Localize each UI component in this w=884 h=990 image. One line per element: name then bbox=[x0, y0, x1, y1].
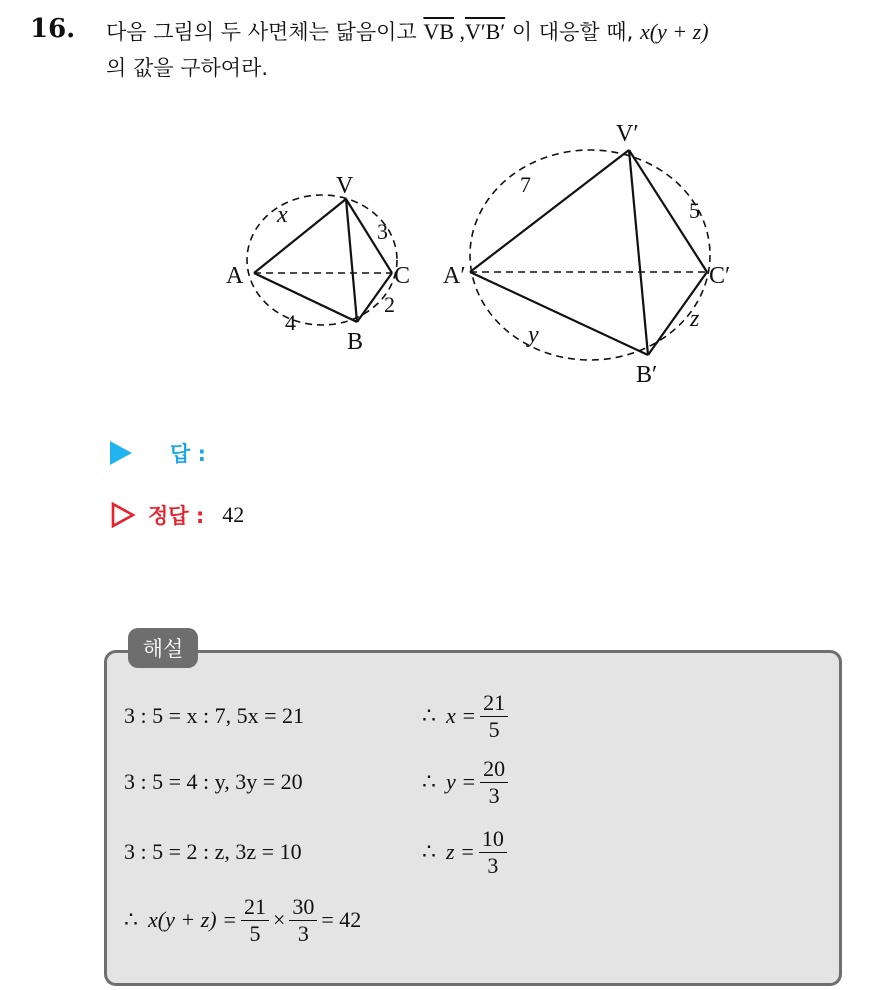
correct-answer-label: 정답 : bbox=[148, 504, 205, 528]
small-label-v: V bbox=[336, 173, 354, 199]
solution-line-1-var: x = bbox=[446, 703, 477, 728]
numerator: 21 bbox=[241, 894, 269, 921]
question-text-mid: 이 대응할 때, bbox=[505, 20, 640, 44]
large-tetrahedron bbox=[470, 150, 710, 360]
solution-final-line bbox=[124, 890, 361, 950]
small-edge-va bbox=[254, 199, 346, 273]
solution-line-3-lhs: 3 : 5 = 2 : z, 3z = 10 bbox=[124, 839, 302, 864]
solution-line-2-var: y = bbox=[446, 769, 477, 794]
small-label-a: A bbox=[226, 263, 244, 289]
small-edge-ab bbox=[254, 273, 357, 322]
final-fraction-2 bbox=[289, 894, 317, 947]
final-fraction-1 bbox=[241, 894, 269, 947]
large-edge-label-vc: 5 bbox=[689, 198, 700, 223]
segment-vb: $\overline{VB}$ bbox=[423, 19, 454, 44]
solution-line-3 bbox=[124, 822, 504, 882]
large-edge-label-bc: z bbox=[690, 306, 700, 332]
numerator: 21 bbox=[480, 690, 508, 717]
solution-line-1-fraction bbox=[480, 690, 508, 743]
large-edge-va bbox=[470, 150, 629, 272]
final-result: = 42 bbox=[321, 907, 362, 932]
small-label-b: B bbox=[347, 329, 364, 355]
large-edge-label-ab: y bbox=[528, 322, 539, 348]
therefore-symbol: ∴ bbox=[422, 769, 436, 794]
question-expression: x(y + z) bbox=[639, 19, 709, 44]
large-edge-ab bbox=[470, 272, 648, 355]
small-edge-label-bc: 2 bbox=[384, 292, 395, 317]
small-edge-label-va: x bbox=[277, 202, 288, 228]
solution-tag: 해설 bbox=[128, 628, 198, 668]
play-filled-icon bbox=[110, 441, 132, 465]
segment-v-prime-b-prime: V′B′ bbox=[464, 19, 506, 44]
answer-row bbox=[110, 438, 206, 468]
solution-line-3-fraction bbox=[479, 826, 507, 879]
answer-label: 답 : bbox=[170, 442, 206, 466]
question-text-line2: 의 값을 구하여라. bbox=[106, 56, 269, 80]
small-label-c: C bbox=[394, 263, 411, 289]
numerator: 20 bbox=[480, 756, 508, 783]
question-text-before: 다음 그림의 두 사면체는 닮음이고 bbox=[106, 20, 424, 44]
therefore-symbol: ∴ bbox=[124, 907, 138, 932]
numerator: 10 bbox=[479, 826, 507, 853]
denominator: 5 bbox=[249, 920, 261, 946]
denominator: 3 bbox=[297, 920, 309, 946]
small-tetrahedron bbox=[247, 195, 397, 325]
large-edge-label-va: 7 bbox=[520, 172, 531, 197]
segment-separator: , bbox=[453, 19, 465, 44]
final-expression: x(y + z) = bbox=[148, 907, 237, 932]
small-edge-vb bbox=[346, 199, 357, 322]
therefore-symbol: ∴ bbox=[422, 839, 436, 864]
denominator: 5 bbox=[488, 716, 500, 742]
solution-line-2-lhs: 3 : 5 = 4 : y, 3y = 20 bbox=[124, 769, 303, 794]
numerator: 30 bbox=[289, 894, 317, 921]
question-number: 16. bbox=[30, 14, 76, 44]
solution-line-1 bbox=[124, 686, 506, 746]
large-label-a: A′ bbox=[443, 263, 466, 289]
large-label-b: B′ bbox=[636, 362, 658, 388]
denominator: 3 bbox=[488, 782, 500, 808]
tetrahedra-figure bbox=[0, 0, 884, 420]
solution-line-2-fraction bbox=[480, 756, 508, 809]
large-label-c: C′ bbox=[709, 263, 731, 289]
solution-line-2 bbox=[124, 752, 506, 812]
play-outline-icon bbox=[110, 501, 136, 529]
large-edge-vb bbox=[629, 150, 648, 355]
correct-answer-row bbox=[110, 500, 244, 530]
times-symbol: × bbox=[272, 907, 286, 932]
therefore-symbol: ∴ bbox=[422, 703, 436, 728]
solution-line-1-lhs: 3 : 5 = x : 7, 5x = 21 bbox=[124, 703, 305, 728]
large-label-v: V′ bbox=[616, 121, 639, 147]
denominator: 3 bbox=[487, 852, 499, 878]
correct-answer-value: 42 bbox=[222, 502, 245, 527]
small-edge-label-ab: 4 bbox=[285, 310, 296, 335]
solution-line-3-var: z = bbox=[446, 839, 475, 864]
small-edge-label-vc: 3 bbox=[377, 219, 388, 244]
